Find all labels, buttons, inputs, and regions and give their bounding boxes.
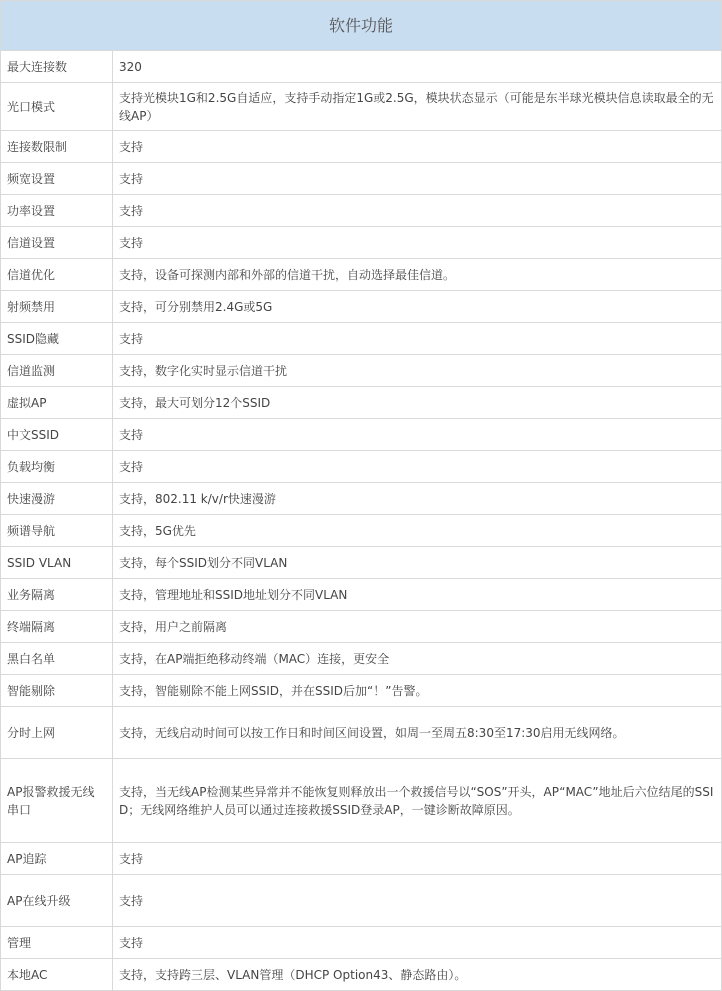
row-label: AP追踪 xyxy=(1,843,113,875)
table-row xyxy=(1,875,722,927)
table-title: 软件功能 xyxy=(1,1,722,51)
row-value: 支持 xyxy=(113,195,722,227)
table-header-row xyxy=(1,1,722,51)
row-label: 信道设置 xyxy=(1,227,113,259)
table-row xyxy=(1,227,722,259)
row-value: 支持，可分别禁用2.4G或5G xyxy=(113,291,722,323)
row-value: 支持，802.11 k/v/r快速漫游 xyxy=(113,483,722,515)
row-label: 管理 xyxy=(1,927,113,959)
table-row xyxy=(1,131,722,163)
table-row xyxy=(1,323,722,355)
table-row xyxy=(1,483,722,515)
row-value: 支持光模块1G和2.5G自适应，支持手动指定1G或2.5G，模块状态显示（可能是东半球光模块信息读取最全的无线AP） xyxy=(113,83,722,131)
row-value: 支持，无线启动时间可以按工作日和时间区间设置，如周一至周五8:30至17:30启用无线网络。 xyxy=(113,707,722,759)
row-value: 支持 xyxy=(113,451,722,483)
row-label: 频谱导航 xyxy=(1,515,113,547)
row-label: 终端隔离 xyxy=(1,611,113,643)
table-row xyxy=(1,515,722,547)
row-label: 快速漫游 xyxy=(1,483,113,515)
table-row xyxy=(1,759,722,843)
row-value: 支持 xyxy=(113,875,722,927)
row-value: 支持，5G优先 xyxy=(113,515,722,547)
table-row xyxy=(1,419,722,451)
row-label: 黑白名单 xyxy=(1,643,113,675)
table-row xyxy=(1,643,722,675)
row-value: 支持 xyxy=(113,131,722,163)
table-row xyxy=(1,707,722,759)
table-row xyxy=(1,579,722,611)
table-row xyxy=(1,843,722,875)
table-row xyxy=(1,51,722,83)
row-label: 连接数限制 xyxy=(1,131,113,163)
row-value: 支持，用户之前隔离 xyxy=(113,611,722,643)
table-row xyxy=(1,259,722,291)
row-label: 虚拟AP xyxy=(1,387,113,419)
table-row xyxy=(1,387,722,419)
row-value: 支持 xyxy=(113,927,722,959)
row-value: 支持，管理地址和SSID地址划分不同VLAN xyxy=(113,579,722,611)
row-value: 支持，数字化实时显示信道干扰 xyxy=(113,355,722,387)
row-label: 信道优化 xyxy=(1,259,113,291)
row-label: 射频禁用 xyxy=(1,291,113,323)
row-value: 支持，每个SSID划分不同VLAN xyxy=(113,547,722,579)
row-value: 支持 xyxy=(113,323,722,355)
row-value: 支持 xyxy=(113,419,722,451)
table-row xyxy=(1,547,722,579)
row-value: 支持，当无线AP检测某些异常并不能恢复则释放出一个救援信号以“SOS”开头，AP“MAC”地址后六位结尾的SSID；无线网络维护人员可以通过连接救援SSID登录AP，一键诊断故障原因。 xyxy=(113,759,722,843)
table-row xyxy=(1,195,722,227)
table-row xyxy=(1,83,722,131)
row-value: 320 xyxy=(113,51,722,83)
row-label: SSID VLAN xyxy=(1,547,113,579)
table-body xyxy=(1,51,722,991)
row-label: 中文SSID xyxy=(1,419,113,451)
row-label: 业务隔离 xyxy=(1,579,113,611)
row-label: 频宽设置 xyxy=(1,163,113,195)
row-label: 信道监测 xyxy=(1,355,113,387)
row-label: 智能剔除 xyxy=(1,675,113,707)
table-row xyxy=(1,355,722,387)
table-row xyxy=(1,959,722,991)
row-value: 支持 xyxy=(113,227,722,259)
row-label: 光口模式 xyxy=(1,83,113,131)
row-label: AP报警救援无线串口 xyxy=(1,759,113,843)
row-label: AP在线升级 xyxy=(1,875,113,927)
table-row xyxy=(1,927,722,959)
table-row xyxy=(1,291,722,323)
row-label: 最大连接数 xyxy=(1,51,113,83)
row-value: 支持，智能剔除不能上网SSID，并在SSID后加“！”告警。 xyxy=(113,675,722,707)
row-value: 支持 xyxy=(113,843,722,875)
row-value: 支持，设备可探测内部和外部的信道干扰，自动选择最佳信道。 xyxy=(113,259,722,291)
row-label: 本地AC xyxy=(1,959,113,991)
row-value: 支持，支持跨三层、VLAN管理（DHCP Option43、静态路由）。 xyxy=(113,959,722,991)
row-label: 分时上网 xyxy=(1,707,113,759)
row-label: SSID隐藏 xyxy=(1,323,113,355)
row-label: 功率设置 xyxy=(1,195,113,227)
row-value: 支持，最大可划分12个SSID xyxy=(113,387,722,419)
row-value: 支持，在AP端拒绝移动终端（MAC）连接，更安全 xyxy=(113,643,722,675)
table-row xyxy=(1,451,722,483)
row-label: 负载均衡 xyxy=(1,451,113,483)
row-value: 支持 xyxy=(113,163,722,195)
table-row xyxy=(1,675,722,707)
table-row xyxy=(1,163,722,195)
table-row xyxy=(1,611,722,643)
